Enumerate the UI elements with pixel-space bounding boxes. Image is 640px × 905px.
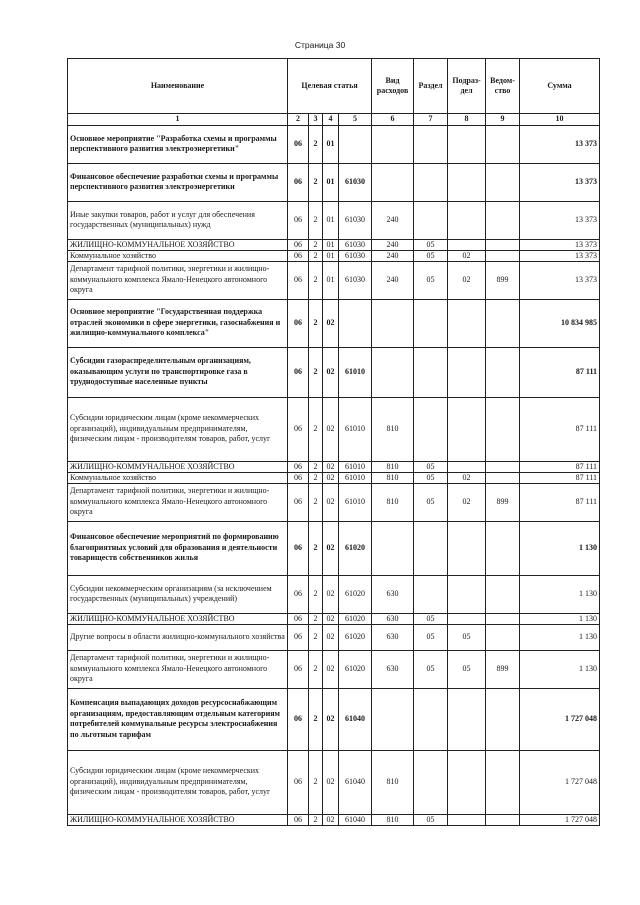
expense-type-code — [372, 521, 414, 575]
expense-type-code: 810 — [372, 483, 414, 521]
target-code-3: 02 — [323, 521, 339, 575]
department-code: 899 — [486, 261, 520, 299]
section-code: 05 — [414, 650, 448, 688]
target-code-2: 2 — [309, 472, 323, 483]
row-name: ЖИЛИЩНО-КОММУНАЛЬНОЕ ХОЗЯЙСТВО — [68, 239, 288, 250]
table-row — [68, 472, 600, 483]
header-expense-type: Вид расходов — [372, 59, 414, 114]
header-subsection: Подраз-дел — [448, 59, 486, 114]
target-code-2: 2 — [309, 299, 323, 347]
target-code-3: 02 — [323, 814, 339, 825]
department-code — [486, 750, 520, 814]
target-code-4 — [339, 125, 372, 163]
header-row — [68, 59, 600, 114]
expense-type-code: 240 — [372, 250, 414, 261]
target-code-3: 01 — [323, 125, 339, 163]
target-code-2: 2 — [309, 201, 323, 239]
target-code-1: 06 — [288, 461, 309, 472]
row-sum: 1 130 — [520, 624, 600, 650]
row-name: Финансовое обеспечение разработки схемы и программы перспективного развития электроэнергетики — [68, 163, 288, 201]
target-code-2: 2 — [309, 261, 323, 299]
table-row — [68, 163, 600, 201]
target-code-2: 2 — [309, 650, 323, 688]
section-code — [414, 575, 448, 613]
column-number: 2 — [288, 114, 309, 126]
department-code: 899 — [486, 483, 520, 521]
target-code-1: 06 — [288, 650, 309, 688]
target-code-3: 02 — [323, 397, 339, 461]
target-code-3: 02 — [323, 299, 339, 347]
department-code — [486, 125, 520, 163]
row-name: Основное мероприятие "Разработка схемы и программы перспективного развития электроэнергетики" — [68, 125, 288, 163]
department-code — [486, 163, 520, 201]
section-code — [414, 750, 448, 814]
target-code-3: 01 — [323, 163, 339, 201]
section-code: 05 — [414, 472, 448, 483]
target-code-3: 01 — [323, 201, 339, 239]
target-code-1: 06 — [288, 575, 309, 613]
row-name: Компенсация выпадающих доходов ресурсоснабжающим организациям, предоставляющим отдельным категориям потребителей коммунальные ресурсы электроснабжения по льготным тарифам — [68, 688, 288, 750]
table-row — [68, 125, 600, 163]
section-code — [414, 125, 448, 163]
department-code — [486, 472, 520, 483]
target-code-2: 2 — [309, 483, 323, 521]
expense-type-code: 810 — [372, 472, 414, 483]
column-number: 5 — [339, 114, 372, 126]
target-code-1: 06 — [288, 347, 309, 397]
table-row — [68, 483, 600, 521]
target-code-2: 2 — [309, 624, 323, 650]
target-code-2: 2 — [309, 461, 323, 472]
row-sum: 1 130 — [520, 650, 600, 688]
target-code-2: 2 — [309, 250, 323, 261]
target-code-4: 61040 — [339, 750, 372, 814]
table-body — [68, 125, 600, 825]
subsection-code — [448, 299, 486, 347]
expense-type-code: 630 — [372, 650, 414, 688]
department-code — [486, 347, 520, 397]
row-name: ЖИЛИЩНО-КОММУНАЛЬНОЕ ХОЗЯЙСТВО — [68, 814, 288, 825]
target-code-1: 06 — [288, 483, 309, 521]
table-row — [68, 688, 600, 750]
row-sum: 13 373 — [520, 250, 600, 261]
department-code — [486, 201, 520, 239]
column-number: 9 — [486, 114, 520, 126]
subsection-code: 02 — [448, 250, 486, 261]
section-code — [414, 299, 448, 347]
target-code-4: 61020 — [339, 613, 372, 624]
target-code-1: 06 — [288, 261, 309, 299]
table-row — [68, 814, 600, 825]
table-row — [68, 397, 600, 461]
target-code-4: 61030 — [339, 239, 372, 250]
section-code: 05 — [414, 461, 448, 472]
row-name: Департамент тарифной политики, энергетики и жилищно-коммунального комплекса Ямало-Ненецкого автономного округа — [68, 650, 288, 688]
row-name: Коммунальное хозяйство — [68, 472, 288, 483]
row-sum: 87 111 — [520, 483, 600, 521]
department-code — [486, 397, 520, 461]
subsection-code — [448, 201, 486, 239]
expense-type-code: 630 — [372, 624, 414, 650]
row-sum: 87 111 — [520, 397, 600, 461]
column-number: 4 — [323, 114, 339, 126]
expense-type-code — [372, 299, 414, 347]
expense-type-code — [372, 125, 414, 163]
target-code-2: 2 — [309, 575, 323, 613]
column-number: 6 — [372, 114, 414, 126]
row-sum: 1 130 — [520, 521, 600, 575]
target-code-1: 06 — [288, 397, 309, 461]
target-code-1: 06 — [288, 239, 309, 250]
section-code: 05 — [414, 814, 448, 825]
expense-type-code: 810 — [372, 397, 414, 461]
expense-type-code: 810 — [372, 814, 414, 825]
target-code-2: 2 — [309, 521, 323, 575]
row-sum: 1 130 — [520, 575, 600, 613]
subsection-code — [448, 347, 486, 397]
target-code-3: 02 — [323, 347, 339, 397]
target-code-4: 61020 — [339, 650, 372, 688]
target-code-1: 06 — [288, 125, 309, 163]
column-number: 3 — [309, 114, 323, 126]
subsection-code — [448, 750, 486, 814]
row-name: Финансовое обеспечение мероприятий по формированию благоприятных условий для образования и деятельности товариществ собственников жилья — [68, 521, 288, 575]
target-code-4: 61030 — [339, 250, 372, 261]
target-code-1: 06 — [288, 201, 309, 239]
target-code-4: 61020 — [339, 575, 372, 613]
department-code — [486, 239, 520, 250]
target-code-2: 2 — [309, 347, 323, 397]
target-code-4 — [339, 299, 372, 347]
row-name: Другие вопросы в области жилищно-коммунального хозяйства — [68, 624, 288, 650]
row-name: ЖИЛИЩНО-КОММУНАЛЬНОЕ ХОЗЯЙСТВО — [68, 461, 288, 472]
row-name: Субсидии некоммерческим организациям (за исключением государственных (муниципальных) учреждений) — [68, 575, 288, 613]
row-sum: 1 727 048 — [520, 688, 600, 750]
subsection-code — [448, 125, 486, 163]
row-name: Субсидии юридическим лицам (кроме некоммерческих организаций), индивидуальным предпринимателям, физическим лицам - производителям товаров, работ, услуг — [68, 750, 288, 814]
section-code: 05 — [414, 239, 448, 250]
table-row — [68, 650, 600, 688]
target-code-2: 2 — [309, 814, 323, 825]
target-code-3: 02 — [323, 688, 339, 750]
section-code: 05 — [414, 483, 448, 521]
section-code — [414, 201, 448, 239]
header-name: Наименование — [68, 59, 288, 114]
table-row — [68, 521, 600, 575]
target-code-4: 61020 — [339, 624, 372, 650]
target-code-2: 2 — [309, 397, 323, 461]
expense-type-code: 240 — [372, 261, 414, 299]
target-code-4: 61010 — [339, 472, 372, 483]
table-row — [68, 750, 600, 814]
target-code-2: 2 — [309, 750, 323, 814]
target-code-3: 02 — [323, 483, 339, 521]
section-code: 05 — [414, 261, 448, 299]
expense-type-code: 240 — [372, 239, 414, 250]
table-row — [68, 201, 600, 239]
row-sum: 1 130 — [520, 613, 600, 624]
row-name: ЖИЛИЩНО-КОММУНАЛЬНОЕ ХОЗЯЙСТВО — [68, 613, 288, 624]
expense-type-code: 630 — [372, 575, 414, 613]
expense-type-code: 810 — [372, 750, 414, 814]
row-sum: 13 373 — [520, 261, 600, 299]
column-number-row — [68, 114, 600, 126]
target-code-4: 61020 — [339, 521, 372, 575]
table-row — [68, 239, 600, 250]
subsection-code — [448, 521, 486, 575]
target-code-4: 61010 — [339, 461, 372, 472]
target-code-4: 61030 — [339, 163, 372, 201]
subsection-code: 02 — [448, 483, 486, 521]
header-section: Раздел — [414, 59, 448, 114]
target-code-2: 2 — [309, 688, 323, 750]
column-number: 1 — [68, 114, 288, 126]
department-code: 899 — [486, 650, 520, 688]
target-code-4: 61040 — [339, 814, 372, 825]
target-code-1: 06 — [288, 688, 309, 750]
target-code-4: 61030 — [339, 201, 372, 239]
header-sum: Сумма — [520, 59, 600, 114]
subsection-code — [448, 461, 486, 472]
target-code-3: 02 — [323, 613, 339, 624]
target-code-1: 06 — [288, 750, 309, 814]
column-number: 8 — [448, 114, 486, 126]
target-code-1: 06 — [288, 299, 309, 347]
subsection-code — [448, 163, 486, 201]
section-code — [414, 163, 448, 201]
row-sum: 13 373 — [520, 125, 600, 163]
section-code — [414, 688, 448, 750]
expense-type-code: 240 — [372, 201, 414, 239]
table-row — [68, 250, 600, 261]
budget-table — [67, 58, 600, 826]
row-sum: 13 373 — [520, 201, 600, 239]
subsection-code — [448, 397, 486, 461]
subsection-code: 02 — [448, 261, 486, 299]
target-code-3: 02 — [323, 624, 339, 650]
subsection-code — [448, 239, 486, 250]
target-code-3: 02 — [323, 750, 339, 814]
row-name: Департамент тарифной политики, энергетики и жилищно-коммунального комплекса Ямало-Ненецкого автономного округа — [68, 261, 288, 299]
row-sum: 87 111 — [520, 347, 600, 397]
target-code-3: 02 — [323, 575, 339, 613]
table-row — [68, 347, 600, 397]
expense-type-code: 810 — [372, 461, 414, 472]
row-name: Департамент тарифной политики, энергетики и жилищно-коммунального комплекса Ямало-Ненецкого автономного округа — [68, 483, 288, 521]
target-code-3: 01 — [323, 250, 339, 261]
target-code-3: 01 — [323, 239, 339, 250]
table-row — [68, 461, 600, 472]
target-code-3: 02 — [323, 472, 339, 483]
target-code-1: 06 — [288, 613, 309, 624]
expense-type-code — [372, 688, 414, 750]
target-code-4: 61010 — [339, 347, 372, 397]
row-sum: 10 834 985 — [520, 299, 600, 347]
column-number: 10 — [520, 114, 600, 126]
header-department: Ведом-ство — [486, 59, 520, 114]
target-code-1: 06 — [288, 624, 309, 650]
section-code — [414, 347, 448, 397]
target-code-2: 2 — [309, 163, 323, 201]
row-name: Субсидии газораспределительным организациям, оказывающим услуги по транспортировке газа в труднодоступные населенные пункты — [68, 347, 288, 397]
row-sum: 1 727 048 — [520, 750, 600, 814]
target-code-1: 06 — [288, 814, 309, 825]
row-name: Основное мероприятие "Государственная поддержка отраслей экономики в сфере энергетики, газоснабжения и жилищно-коммунального комплекса" — [68, 299, 288, 347]
subsection-code: 05 — [448, 624, 486, 650]
section-code: 05 — [414, 250, 448, 261]
subsection-code — [448, 575, 486, 613]
department-code — [486, 461, 520, 472]
section-code: 05 — [414, 624, 448, 650]
target-code-4: 61030 — [339, 261, 372, 299]
row-name: Коммунальное хозяйство — [68, 250, 288, 261]
subsection-code: 02 — [448, 472, 486, 483]
target-code-1: 06 — [288, 521, 309, 575]
target-code-3: 02 — [323, 461, 339, 472]
table-row — [68, 299, 600, 347]
department-code — [486, 575, 520, 613]
department-code — [486, 299, 520, 347]
target-code-4: 61010 — [339, 397, 372, 461]
subsection-code — [448, 814, 486, 825]
table-row — [68, 261, 600, 299]
target-code-3: 02 — [323, 650, 339, 688]
section-code — [414, 521, 448, 575]
expense-type-code: 630 — [372, 613, 414, 624]
subsection-code — [448, 613, 486, 624]
expense-type-code — [372, 163, 414, 201]
column-number: 7 — [414, 114, 448, 126]
subsection-code: 05 — [448, 650, 486, 688]
target-code-2: 2 — [309, 239, 323, 250]
header-target-article: Целевая статья — [288, 59, 372, 114]
target-code-3: 01 — [323, 261, 339, 299]
row-sum: 87 111 — [520, 461, 600, 472]
table-row — [68, 613, 600, 624]
target-code-4: 61040 — [339, 688, 372, 750]
department-code — [486, 814, 520, 825]
table-row — [68, 624, 600, 650]
row-sum: 13 373 — [520, 163, 600, 201]
section-code — [414, 397, 448, 461]
row-name: Субсидии юридическим лицам (кроме некоммерческих организаций), индивидуальным предпринимателям, физическим лицам - производителям товаров, работ, услуг — [68, 397, 288, 461]
target-code-1: 06 — [288, 250, 309, 261]
target-code-2: 2 — [309, 613, 323, 624]
row-sum: 13 373 — [520, 239, 600, 250]
department-code — [486, 521, 520, 575]
department-code — [486, 688, 520, 750]
department-code — [486, 613, 520, 624]
row-sum: 1 727 048 — [520, 814, 600, 825]
expense-type-code — [372, 347, 414, 397]
page-number: Страница 30 — [294, 40, 346, 50]
subsection-code — [448, 688, 486, 750]
department-code — [486, 624, 520, 650]
target-code-4: 61010 — [339, 483, 372, 521]
row-name: Иные закупки товаров, работ и услуг для обеспечения государственных (муниципальных) нужд — [68, 201, 288, 239]
row-sum: 87 111 — [520, 472, 600, 483]
target-code-1: 06 — [288, 472, 309, 483]
table-row — [68, 575, 600, 613]
target-code-2: 2 — [309, 125, 323, 163]
department-code — [486, 250, 520, 261]
target-code-1: 06 — [288, 163, 309, 201]
section-code: 05 — [414, 613, 448, 624]
